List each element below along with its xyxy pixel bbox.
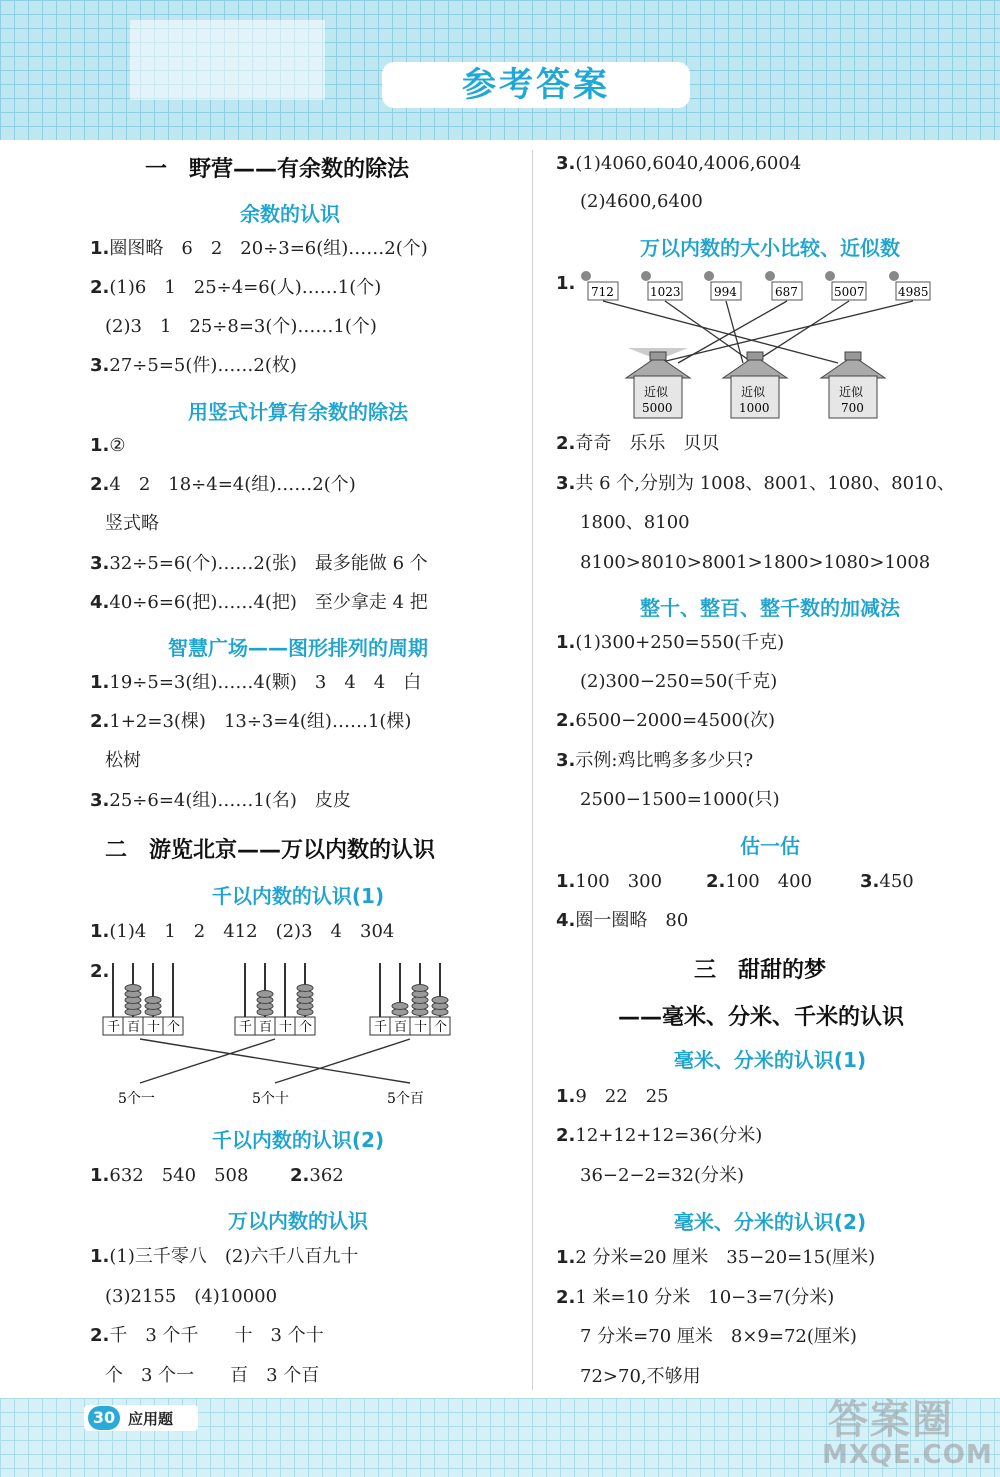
house-label: 近似 xyxy=(839,385,864,399)
unit3-title: 三 甜甜的梦 xyxy=(694,958,827,983)
watermark-url: MXQE.COM xyxy=(822,1440,993,1470)
answer-line: 3.共 6 个,分别为 1008、8001、1080、8010、 xyxy=(556,473,955,494)
answer-line: 3.450 xyxy=(860,871,914,892)
answer-line: 7 分米=70 厘米 8×9=72(厘米) xyxy=(580,1326,857,1347)
answer-line: (2)300−250=50(千克) xyxy=(580,671,778,692)
answer-line: 3.27÷5=5(件)……2(枚) xyxy=(90,355,297,376)
place-label: 个 xyxy=(167,1020,181,1035)
number-card: 5007 xyxy=(834,285,865,299)
house-label: 1000 xyxy=(739,401,770,415)
unit1-title: 一 野营——有余数的除法 xyxy=(145,157,410,182)
section-label: 应用题 xyxy=(128,1410,174,1428)
section-title: 余数的认识 xyxy=(240,202,340,226)
answer-line: 2.千 3 个千 十 3 个十 xyxy=(90,1325,324,1346)
answer-number: 2. xyxy=(90,961,110,982)
answer-number: 1. xyxy=(556,273,576,294)
house-label: 近似 xyxy=(741,385,766,399)
answer-line: 松树 xyxy=(105,750,141,771)
place-label: 千 xyxy=(374,1020,388,1035)
answer-line: (2)3 1 25÷8=3(个)……1(个) xyxy=(105,316,377,337)
section-title: 整十、整百、整千数的加减法 xyxy=(640,596,900,620)
place-label: 百 xyxy=(127,1020,141,1035)
answer-line: 36−2−2=32(分米) xyxy=(580,1165,745,1186)
answer-line: 1.(1)三千零八 (2)六千八百九十 xyxy=(90,1246,359,1267)
number-card: 994 xyxy=(714,285,737,299)
answer-line: 2.1 米=10 分米 10−3=7(分米) xyxy=(556,1287,835,1308)
section-title: 估一估 xyxy=(740,834,800,858)
header-blank-area xyxy=(130,20,325,100)
house-label: 5000 xyxy=(642,401,673,415)
answer-line: 3.25÷6=4(组)……1(名) 皮皮 xyxy=(90,790,351,811)
answer-line: 2.(1)6 1 25÷4=6(人)……1(个) xyxy=(90,277,382,298)
answer-line: 1.(1)300+250=550(千克) xyxy=(556,632,785,653)
unit3-subtitle: ——毫米、分米、千米的认识 xyxy=(618,1005,905,1030)
section-title: 智慧广场——图形排列的周期 xyxy=(168,636,428,660)
answer-line: (3)2155 (4)10000 xyxy=(105,1286,278,1307)
answer-line: 竖式略 xyxy=(105,513,159,534)
place-label: 千 xyxy=(107,1020,121,1035)
matching-answer: 5个百 xyxy=(387,1091,424,1107)
abacus-3 xyxy=(370,963,450,1035)
section-title: 毫米、分米的认识(1) xyxy=(673,1048,867,1072)
number-card: 687 xyxy=(775,285,798,299)
answer-line: 1.② xyxy=(90,435,126,456)
answer-line: 72>70,不够用 xyxy=(580,1366,701,1387)
abacus-1 xyxy=(103,963,183,1035)
approximation-matching-diagram xyxy=(578,268,938,423)
answer-line: 3.32÷5=6(个)……2(张) 最多能做 6 个 xyxy=(90,553,428,574)
answer-line: 3.示例:鸡比鸭多多少只? xyxy=(556,750,754,771)
number-cards xyxy=(588,282,930,300)
house-1 xyxy=(626,348,690,418)
place-label: 百 xyxy=(394,1020,408,1035)
answer-line: 1.9 22 25 xyxy=(556,1086,669,1107)
section-title: 毫米、分米的认识(2) xyxy=(673,1210,867,1234)
house-3 xyxy=(821,352,885,418)
place-label: 十 xyxy=(414,1020,428,1035)
answer-line: 2500−1500=1000(只) xyxy=(580,789,780,810)
answer-line: 1800、8100 xyxy=(580,512,690,533)
answer-line: 2.362 xyxy=(290,1165,344,1186)
matching-answer: 5个一 xyxy=(118,1091,155,1107)
answer-line: 1.100 300 xyxy=(556,871,663,892)
house-label: 700 xyxy=(841,401,864,415)
number-card: 4985 xyxy=(898,285,929,299)
answer-line: 1.632 540 508 xyxy=(90,1165,249,1186)
column-divider xyxy=(532,150,533,1390)
answer-line: 个 3 个一 百 3 个百 xyxy=(105,1365,320,1386)
abacus-matching-diagram xyxy=(100,955,500,1115)
number-card: 1023 xyxy=(650,285,681,299)
house-label: 近似 xyxy=(644,385,669,399)
answer-line: 4.圈一圈略 80 xyxy=(556,910,689,931)
answer-line: 2.12+12+12=36(分米) xyxy=(556,1125,763,1146)
place-label: 十 xyxy=(279,1020,293,1035)
abacus-2 xyxy=(235,963,315,1035)
answer-line: 2.4 2 18÷4=4(组)……2(个) xyxy=(90,474,356,495)
matching-answer: 5个十 xyxy=(252,1091,289,1107)
section-title: 千以内数的认识(1) xyxy=(211,884,385,908)
answer-line: 2.100 400 xyxy=(706,871,813,892)
answer-line: 1.19÷5=3(组)……4(颗) 3 4 4 白 xyxy=(90,672,422,693)
answer-line: 1.(1)4 1 2 412 (2)3 4 304 xyxy=(90,921,395,942)
place-label: 十 xyxy=(147,1020,161,1035)
page-title: 参考答案 xyxy=(382,62,690,108)
answer-line: 3.(1)4060,6040,4006,6004 xyxy=(556,153,802,174)
watermark-text: 答案圈 xyxy=(828,1397,954,1443)
number-card: 712 xyxy=(591,285,614,299)
watermark-logo xyxy=(822,1388,1000,1477)
answer-line: 2.奇奇 乐乐 贝贝 xyxy=(556,433,720,454)
answer-line: 8100>8010>8001>1800>1080>1008 xyxy=(580,552,931,573)
house-2 xyxy=(723,352,787,418)
answer-line: 1.圈图略 6 2 20÷3=6(组)……2(个) xyxy=(90,238,428,259)
answer-line: 2.6500−2000=4500(次) xyxy=(556,710,776,731)
place-label: 百 xyxy=(259,1020,273,1035)
answer-line: (2)4600,6400 xyxy=(580,191,703,212)
answer-line: 1.2 分米=20 厘米 35−20=15(厘米) xyxy=(556,1247,876,1268)
place-label: 个 xyxy=(434,1020,448,1035)
section-title: 用竖式计算有余数的除法 xyxy=(188,400,408,424)
answer-line: 2.1+2=3(棵) 13÷3=4(组)……1(棵) xyxy=(90,711,412,732)
unit2-title: 二 游览北京——万以内数的认识 xyxy=(105,838,436,863)
section-title: 千以内数的认识(2) xyxy=(211,1128,385,1152)
section-title: 万以内数的大小比较、近似数 xyxy=(640,236,900,260)
place-label: 个 xyxy=(299,1020,313,1035)
place-label: 千 xyxy=(239,1020,253,1035)
page-number: 30 xyxy=(88,1406,120,1430)
section-title: 万以内数的认识 xyxy=(228,1209,368,1233)
answer-line: 4.40÷6=6(把)……4(把) 至少拿走 4 把 xyxy=(90,592,428,613)
